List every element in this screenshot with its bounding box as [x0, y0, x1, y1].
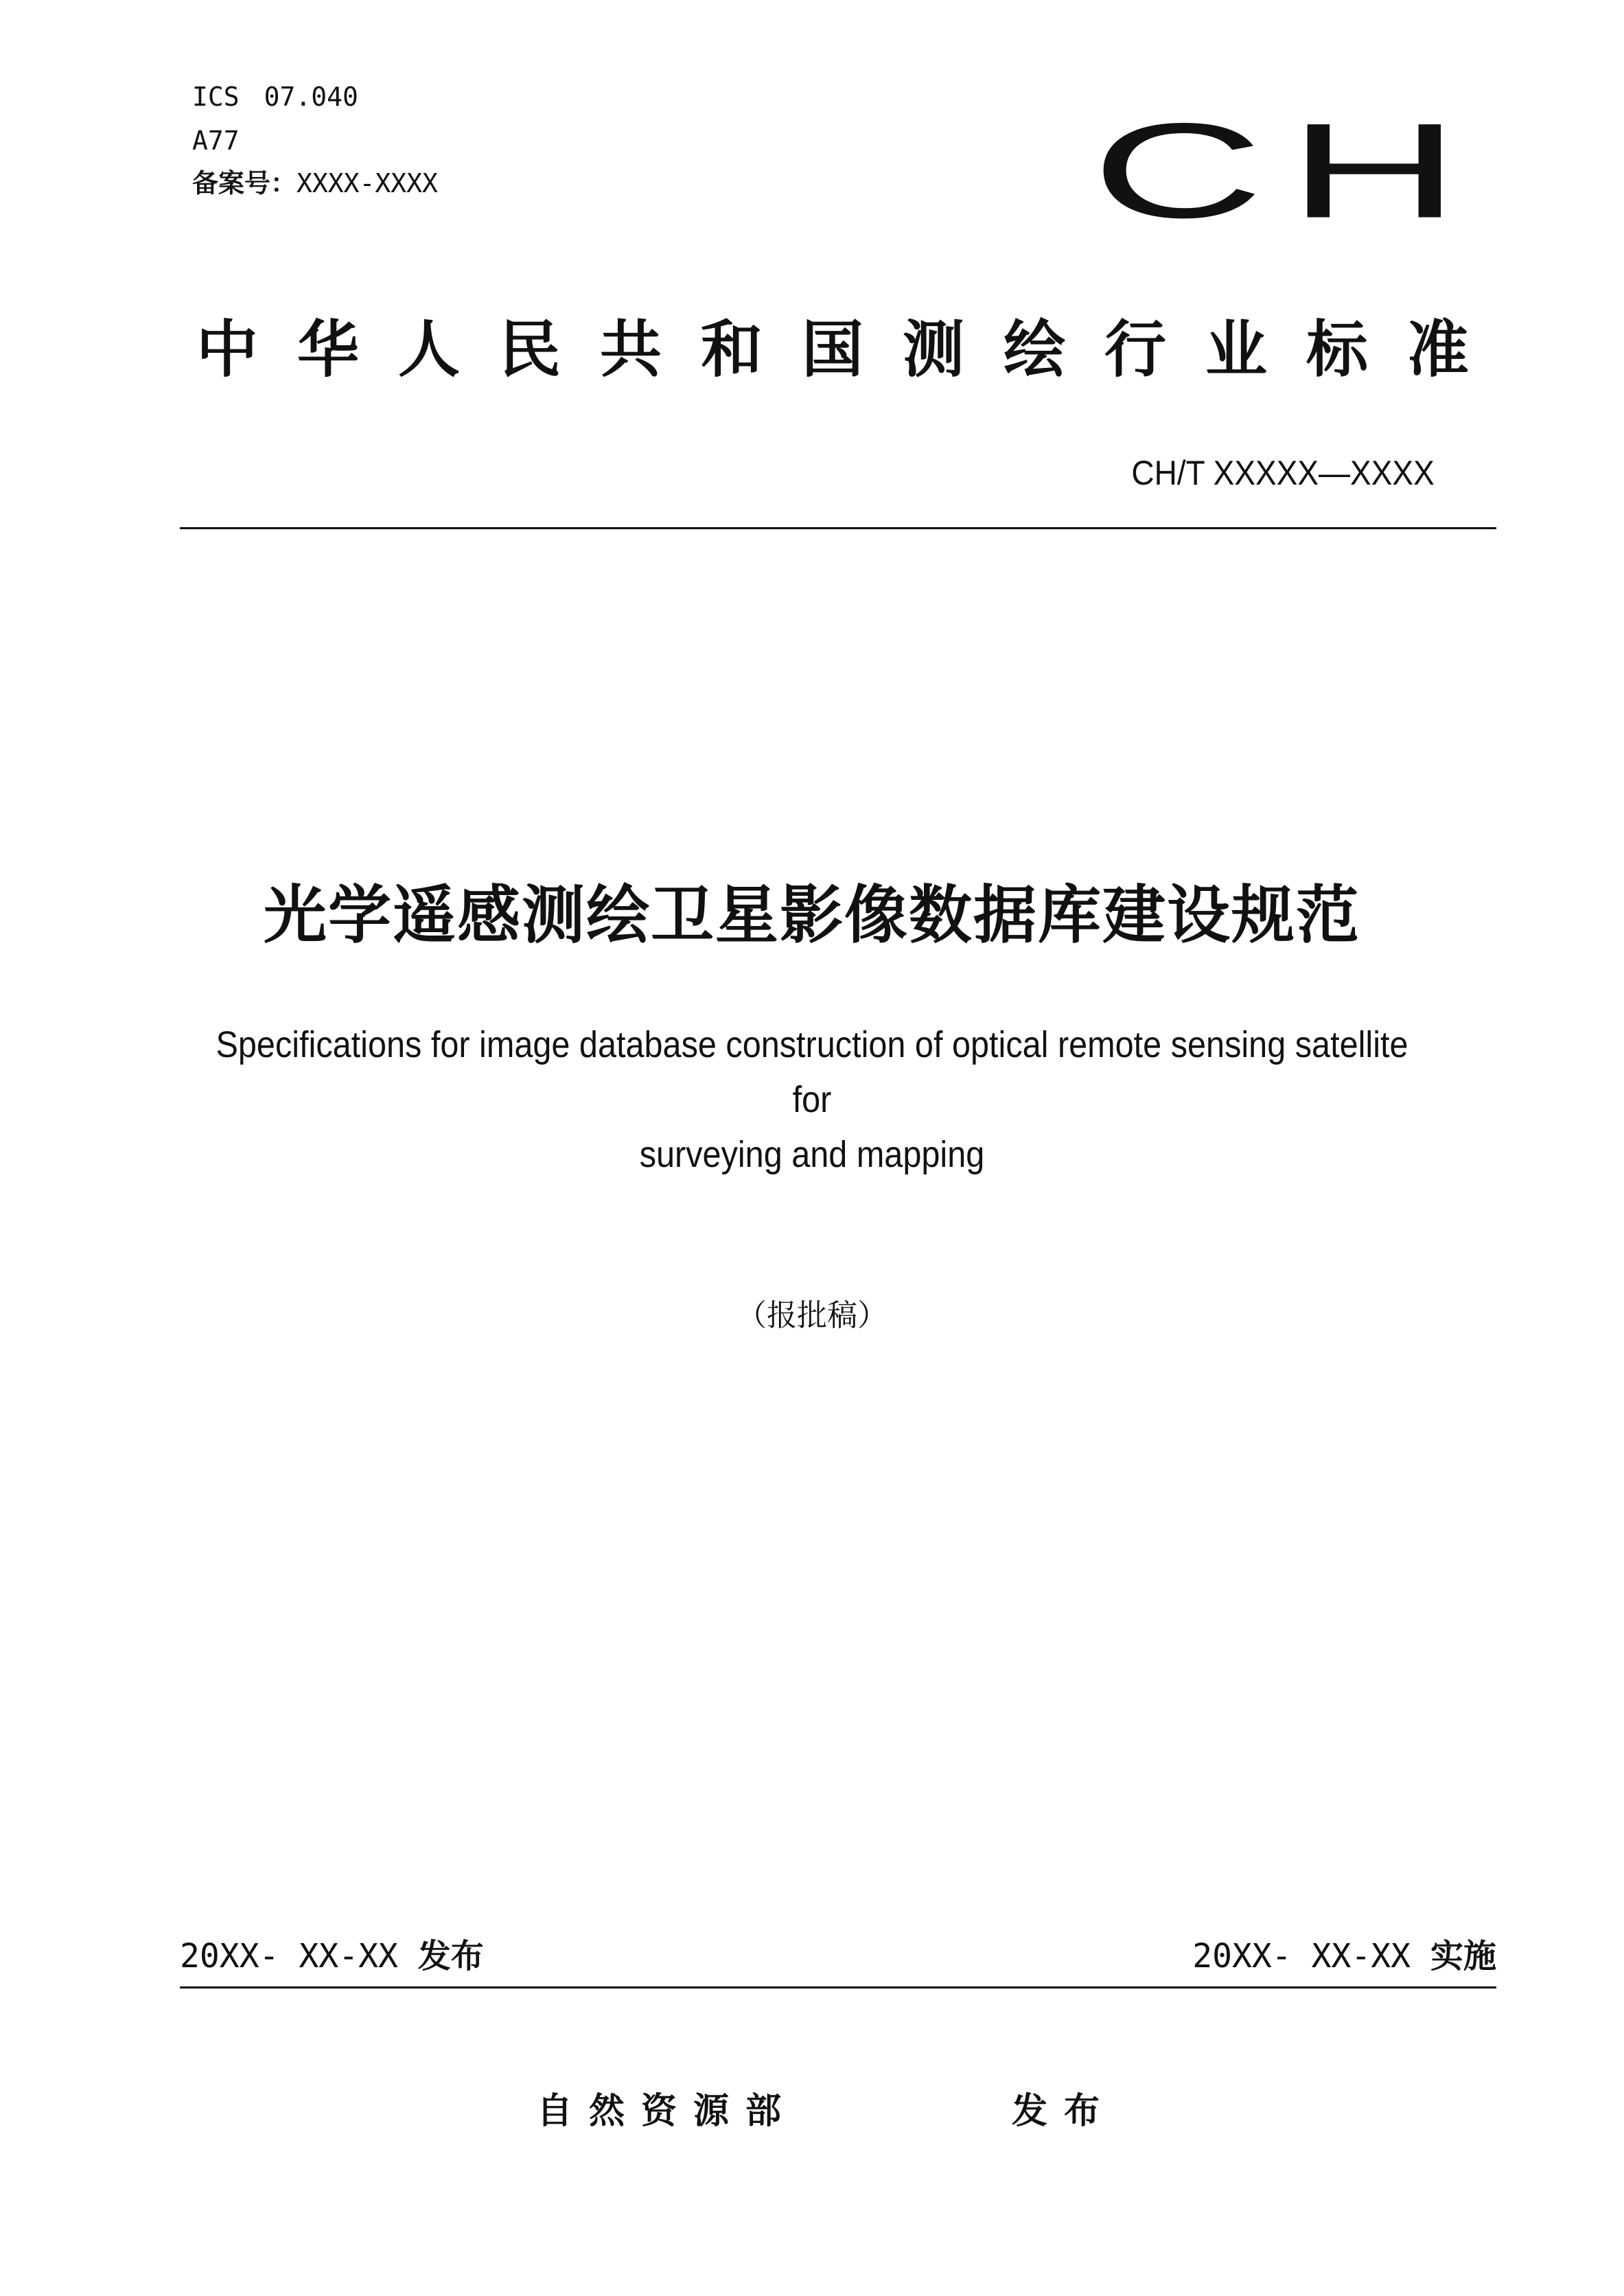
document-title-en	[137, 1017, 1487, 1182]
document-title-en-line2: surveying and mapping	[639, 1134, 985, 1175]
implementation-date: 20XX- XX-XX	[1192, 1937, 1411, 1975]
standard-code: CH/T XXXXX—XXXX	[1131, 454, 1435, 492]
document-title-en-line1: Specifications for image database construction of optical remote sensing satellite for	[216, 1024, 1408, 1120]
ics-line	[192, 84, 358, 110]
ics-label: ICS	[192, 82, 240, 112]
implementation-date-line	[1192, 1937, 1496, 1975]
filing-label: 备案号：	[192, 168, 297, 198]
ics-code: 07.040	[264, 82, 358, 112]
issue-label: 发布	[417, 1937, 484, 1975]
issuer-name: 自然资源部	[537, 2091, 798, 2132]
header-divider	[180, 527, 1496, 529]
issue-date: 20XX- XX-XX	[180, 1937, 398, 1975]
filing-line	[192, 170, 438, 196]
document-title-cn: 光学遥感测绘卫星影像数据库建设规范	[263, 879, 1360, 952]
issuer-verb: 发布	[1012, 2091, 1117, 2132]
ch-logo: CH	[1091, 95, 1485, 246]
classification-code: A77	[192, 126, 240, 156]
implementation-label: 实施	[1430, 1937, 1496, 1975]
draft-stage: （报批稿）	[736, 1298, 888, 1333]
filing-number: XXXX-XXXX	[297, 168, 438, 198]
issue-date-line	[180, 1937, 484, 1975]
standard-title: 中华人民共和国测绘行业标准	[196, 314, 1508, 386]
footer-divider	[180, 1986, 1496, 1988]
